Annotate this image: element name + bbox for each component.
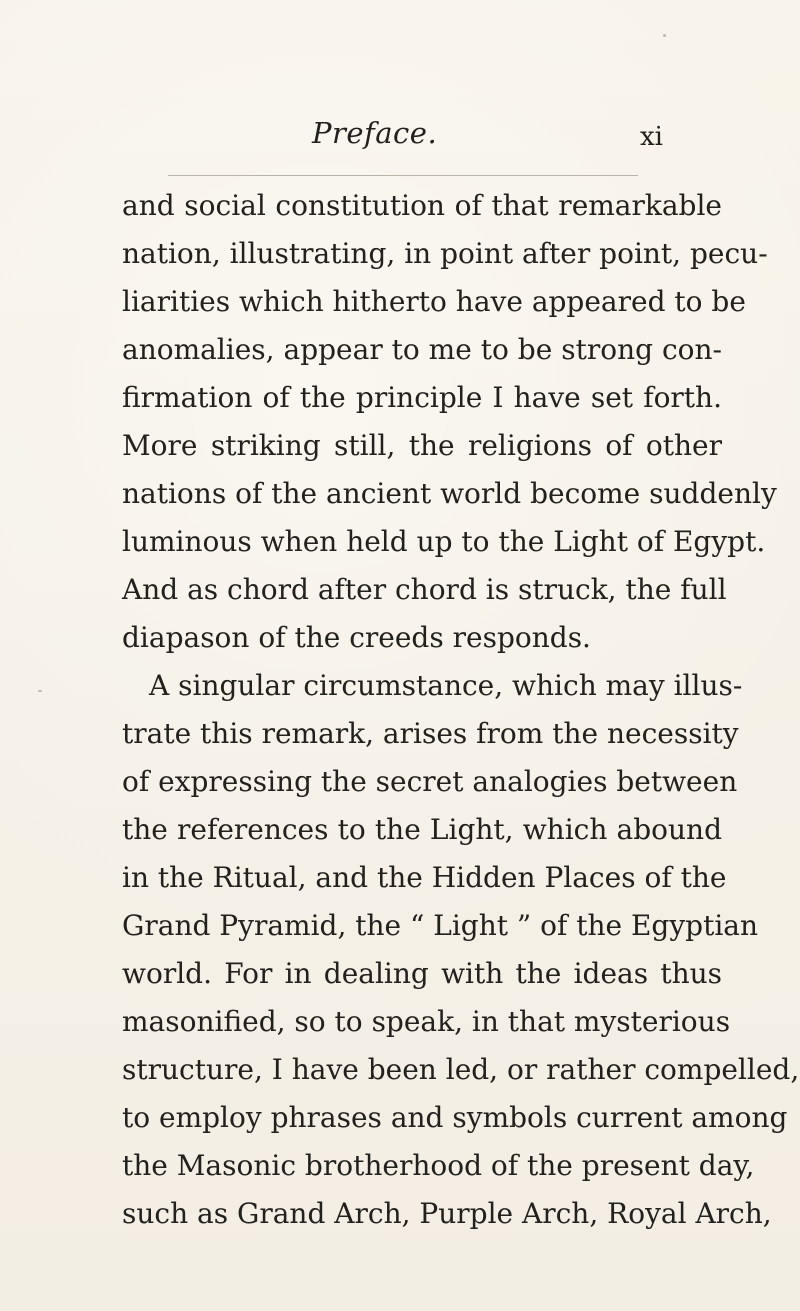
text-line: nation, illustrating, in point after point, pecu- [122, 237, 768, 270]
text-line: luminous when held up to the Light of Egypt. [122, 525, 766, 558]
text-line: of expressing the secret analogies between [122, 765, 738, 798]
text-line: structure, I have been led, or rather compelled, [122, 1053, 800, 1086]
text-line: the Masonic brotherhood of the present day, [122, 1149, 755, 1182]
text-line: trate this remark, arises from the necessity [122, 717, 739, 750]
text-line: And as chord after chord is struck, the full [122, 573, 727, 606]
text-line: masonified, so to speak, in that mysterious [122, 1005, 731, 1038]
text-line: nations of the ancient world become suddenly [122, 477, 777, 510]
text-line: Grand Pyramid, the “ Light ” of the Egyptian [122, 909, 759, 942]
text-line: such as Grand Arch, Purple Arch, Royal Arch, [122, 1197, 772, 1230]
paper-speck [663, 34, 666, 37]
text-line: in the Ritual, and the Hidden Places of the [122, 861, 727, 894]
text-line: the references to the Light, which abound [122, 813, 722, 846]
text-line: More striking still, the religions of other [122, 429, 722, 462]
page-number: xi [640, 122, 663, 152]
text-line: liarities which hitherto have appeared to be [122, 285, 746, 318]
text-line: firmation of the principle I have set forth. [122, 381, 722, 414]
paragraph-start-line: A singular circumstance, which may illus- [149, 669, 743, 702]
text-line: anomalies, appear to me to be strong con- [122, 333, 722, 366]
header-rule [168, 175, 638, 176]
paper-speck [38, 690, 42, 692]
paragraph-end-line: diapason of the creeds responds. [122, 621, 591, 654]
text-line: world. For in dealing with the ideas thus [122, 957, 722, 990]
text-line: to employ phrases and symbols current among [122, 1101, 788, 1134]
running-head: Preface. [312, 116, 438, 150]
body-text [122, 182, 800, 1238]
page-header [0, 116, 800, 166]
text-line: and social constitution of that remarkable [122, 189, 722, 222]
